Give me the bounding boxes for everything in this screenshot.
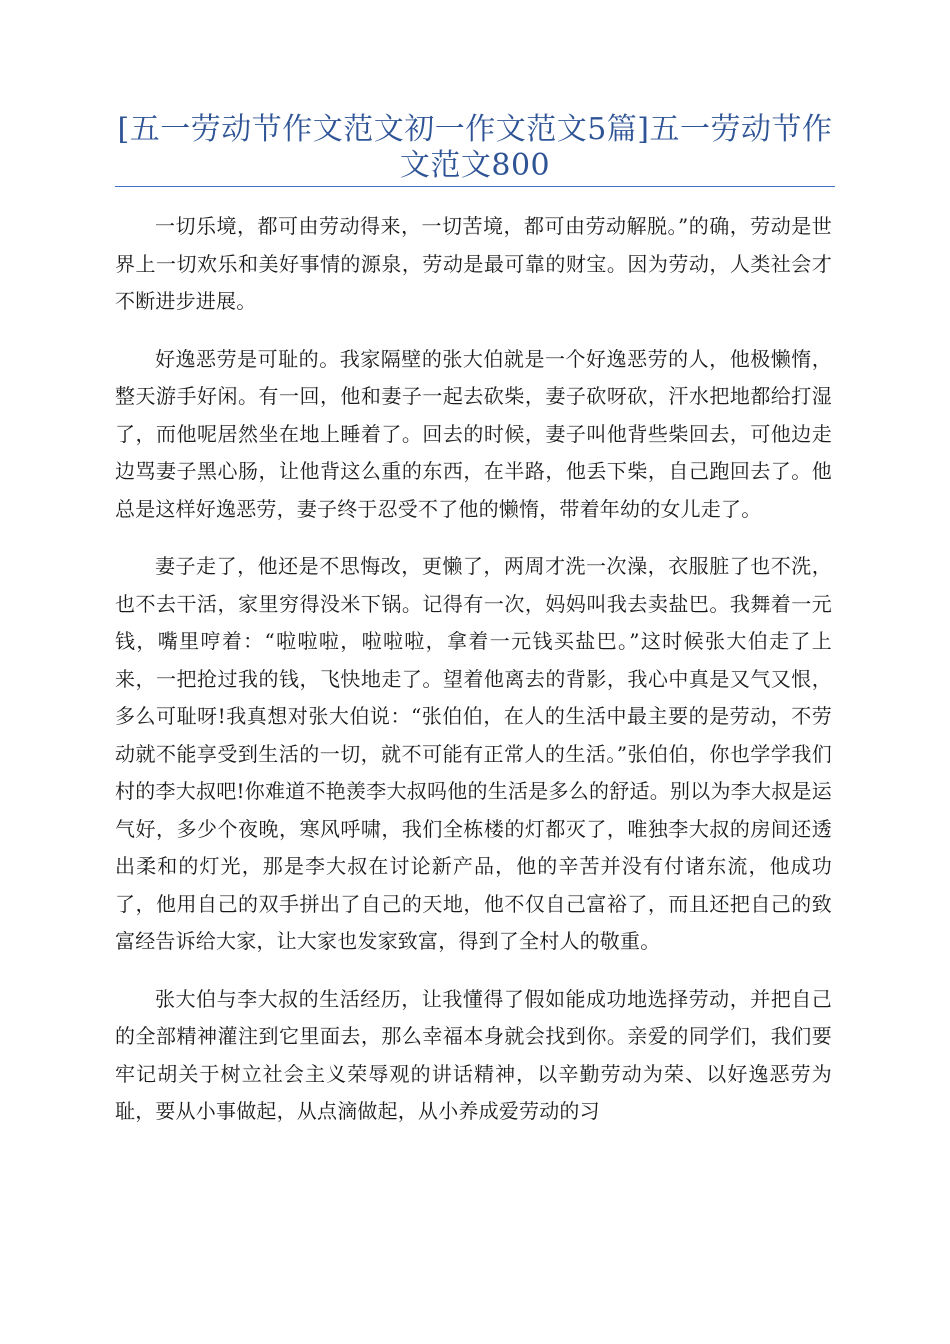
paragraph-3: 妻子走了，他还是不思悔改，更懒了，两周才洗一次澡，衣服脏了也不洗，也不去干活，家里穷得没米下锅。记得有一次，妈妈叫我去卖盐巴。我舞着一元钱，嘴里哼着：“啦啦啦，啦啦啦，拿着一元钱买盐巴。”这时候张大伯走了上来，一把抢过我的钱，飞快地走了。望着他离去的背影，我心中真是又气又恨，多么可耻呀!我真想对张大伯说：“张伯伯，在人的生活中最主要的是劳动，不劳动就不能享受到生活的一切，就不可能有正常人的生活。”张伯伯，你也学学我们村的李大叔吧!你难道不艳羡李大叔吗他的生活是多么的舒适。别以为李大叔是运气好，多少个夜晚，寒风呼啸，我们全栋楼的灯都灭了，唯独李大叔的房间还透出柔和的灯光，那是李大叔在讨论新产品，他的辛苦并没有付诸东流，他成功了，他用自己的双手拼出了自己的天地，他不仅自己富裕了，而且还把自己的致富经告诉给大家，让大家也发家致富，得到了全村人的敬重。 [115, 554, 832, 953]
document-body [115, 208, 832, 1151]
paragraph-2: 好逸恶劳是可耻的。我家隔壁的张大伯就是一个好逸恶劳的人，他极懒惰，整天游手好闲。有一回，他和妻子一起去砍柴，妻子砍呀砍，汗水把地都给打湿了，而他呢居然坐在地上睡着了。回去的时候，妻子叫他背些柴回去，可他边走边骂妻子黑心肠，让他背这么重的东西，在半路，他丢下柴，自己跑回去了。他总是这样好逸恶劳，妻子终于忍受不了他的懒惰，带着年幼的女儿走了。 [115, 346, 832, 521]
document-title: [五一劳动节作文范文初一作文范文5篇]五一劳动节作文范文800 [117, 112, 833, 183]
paragraph-1: 一切乐境，都可由劳动得来，一切苦境，都可由劳动解脱。”的确，劳动是世界上一切欢乐和美好事情的源泉，劳动是最可靠的财宝。因为劳动，人类社会才不断进步进展。 [115, 214, 832, 313]
title-divider [115, 186, 835, 187]
paragraph-4: 张大伯与李大叔的生活经历，让我懂得了假如能成功地选择劳动，并把自己的全部精神灌注到它里面去，那么幸福本身就会找到你。亲爱的同学们，我们要牢记胡关于树立社会主义荣辱观的讲话精神，以辛勤劳动为荣、以好逸恶劳为耻，要从小事做起，从点滴做起，从小养成爱劳动的习 [115, 986, 832, 1123]
